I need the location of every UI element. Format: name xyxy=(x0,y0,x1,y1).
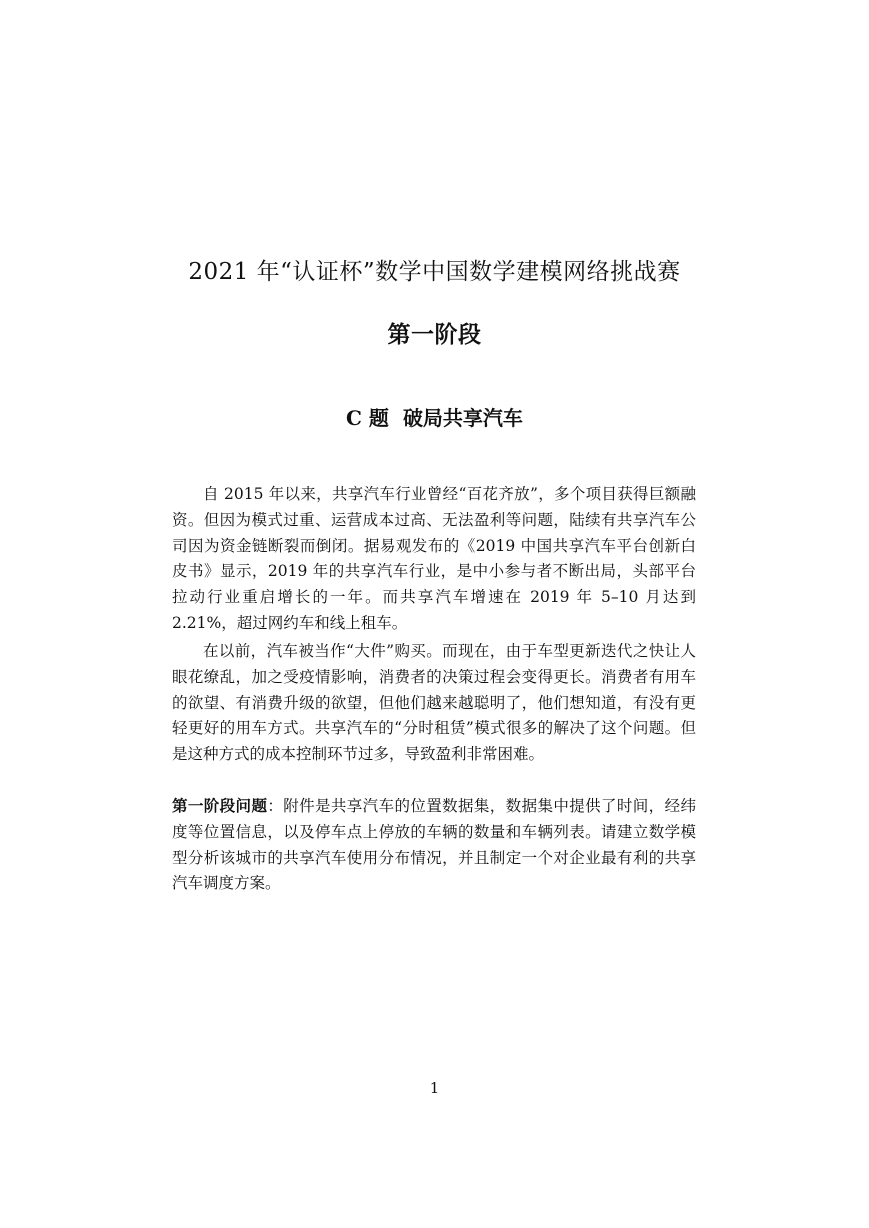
problem-title xyxy=(0,402,869,431)
stage-title: 第一阶段 xyxy=(387,322,482,348)
problem-code: C 题 xyxy=(346,406,389,430)
problem-name: 破局共享汽车 xyxy=(402,406,523,430)
paragraph-background: 在以前，汽车被当作“大件”购买。而现在，由于车型更新迭代之快让人眼花缭乱，加之受疫情影响，消费者的决策过程会变得更长。消费者有用车的欲望、有消费升级的欲望，但他们越来越聪明了，他们想知道，有没有更轻更好的用车方式。共享汽车的“分时租赁”模式很多的解决了这个问题。但是这种方式的成本控制环节过多，导致盈利非常困难。 xyxy=(172,642,696,764)
task-text: 附件是共享汽车的位置数据集，数据集中提供了时间，经纬度等位置信息，以及停车点上停放的车辆的数量和车辆列表。请建立数学模型分析该城市的共享汽车使用分布情况，并且制定一个对企业最有利的共享汽车调度方案。 xyxy=(172,797,696,893)
task-paragraph xyxy=(172,794,696,897)
task-label: 第一阶段问题 xyxy=(172,797,268,815)
task-separator: ： xyxy=(267,797,284,815)
page-number: 1 xyxy=(429,1079,440,1097)
document-title: 2021 年“认证杯”数学中国数学建模网络挑战赛 xyxy=(188,259,681,285)
paragraph-intro: 自 2015 年以来，共享汽车行业曾经“百花齐放”，多个项目获得巨额融资。但因为模式过重、运营成本过高、无法盈利等问题，陆续有共享汽车公司因为资金链断裂而倒闭。据易观发布的《2019 中国共享汽车平台创新白皮书》显示，2019 年的共享汽车行业，是中小参与者不断出局，头部平台拉动行业重启增长的一年。而共享汽车增速在 2019 年 5–10 月达到 2.21%，超过网约车和线上租车。 xyxy=(172,485,696,632)
